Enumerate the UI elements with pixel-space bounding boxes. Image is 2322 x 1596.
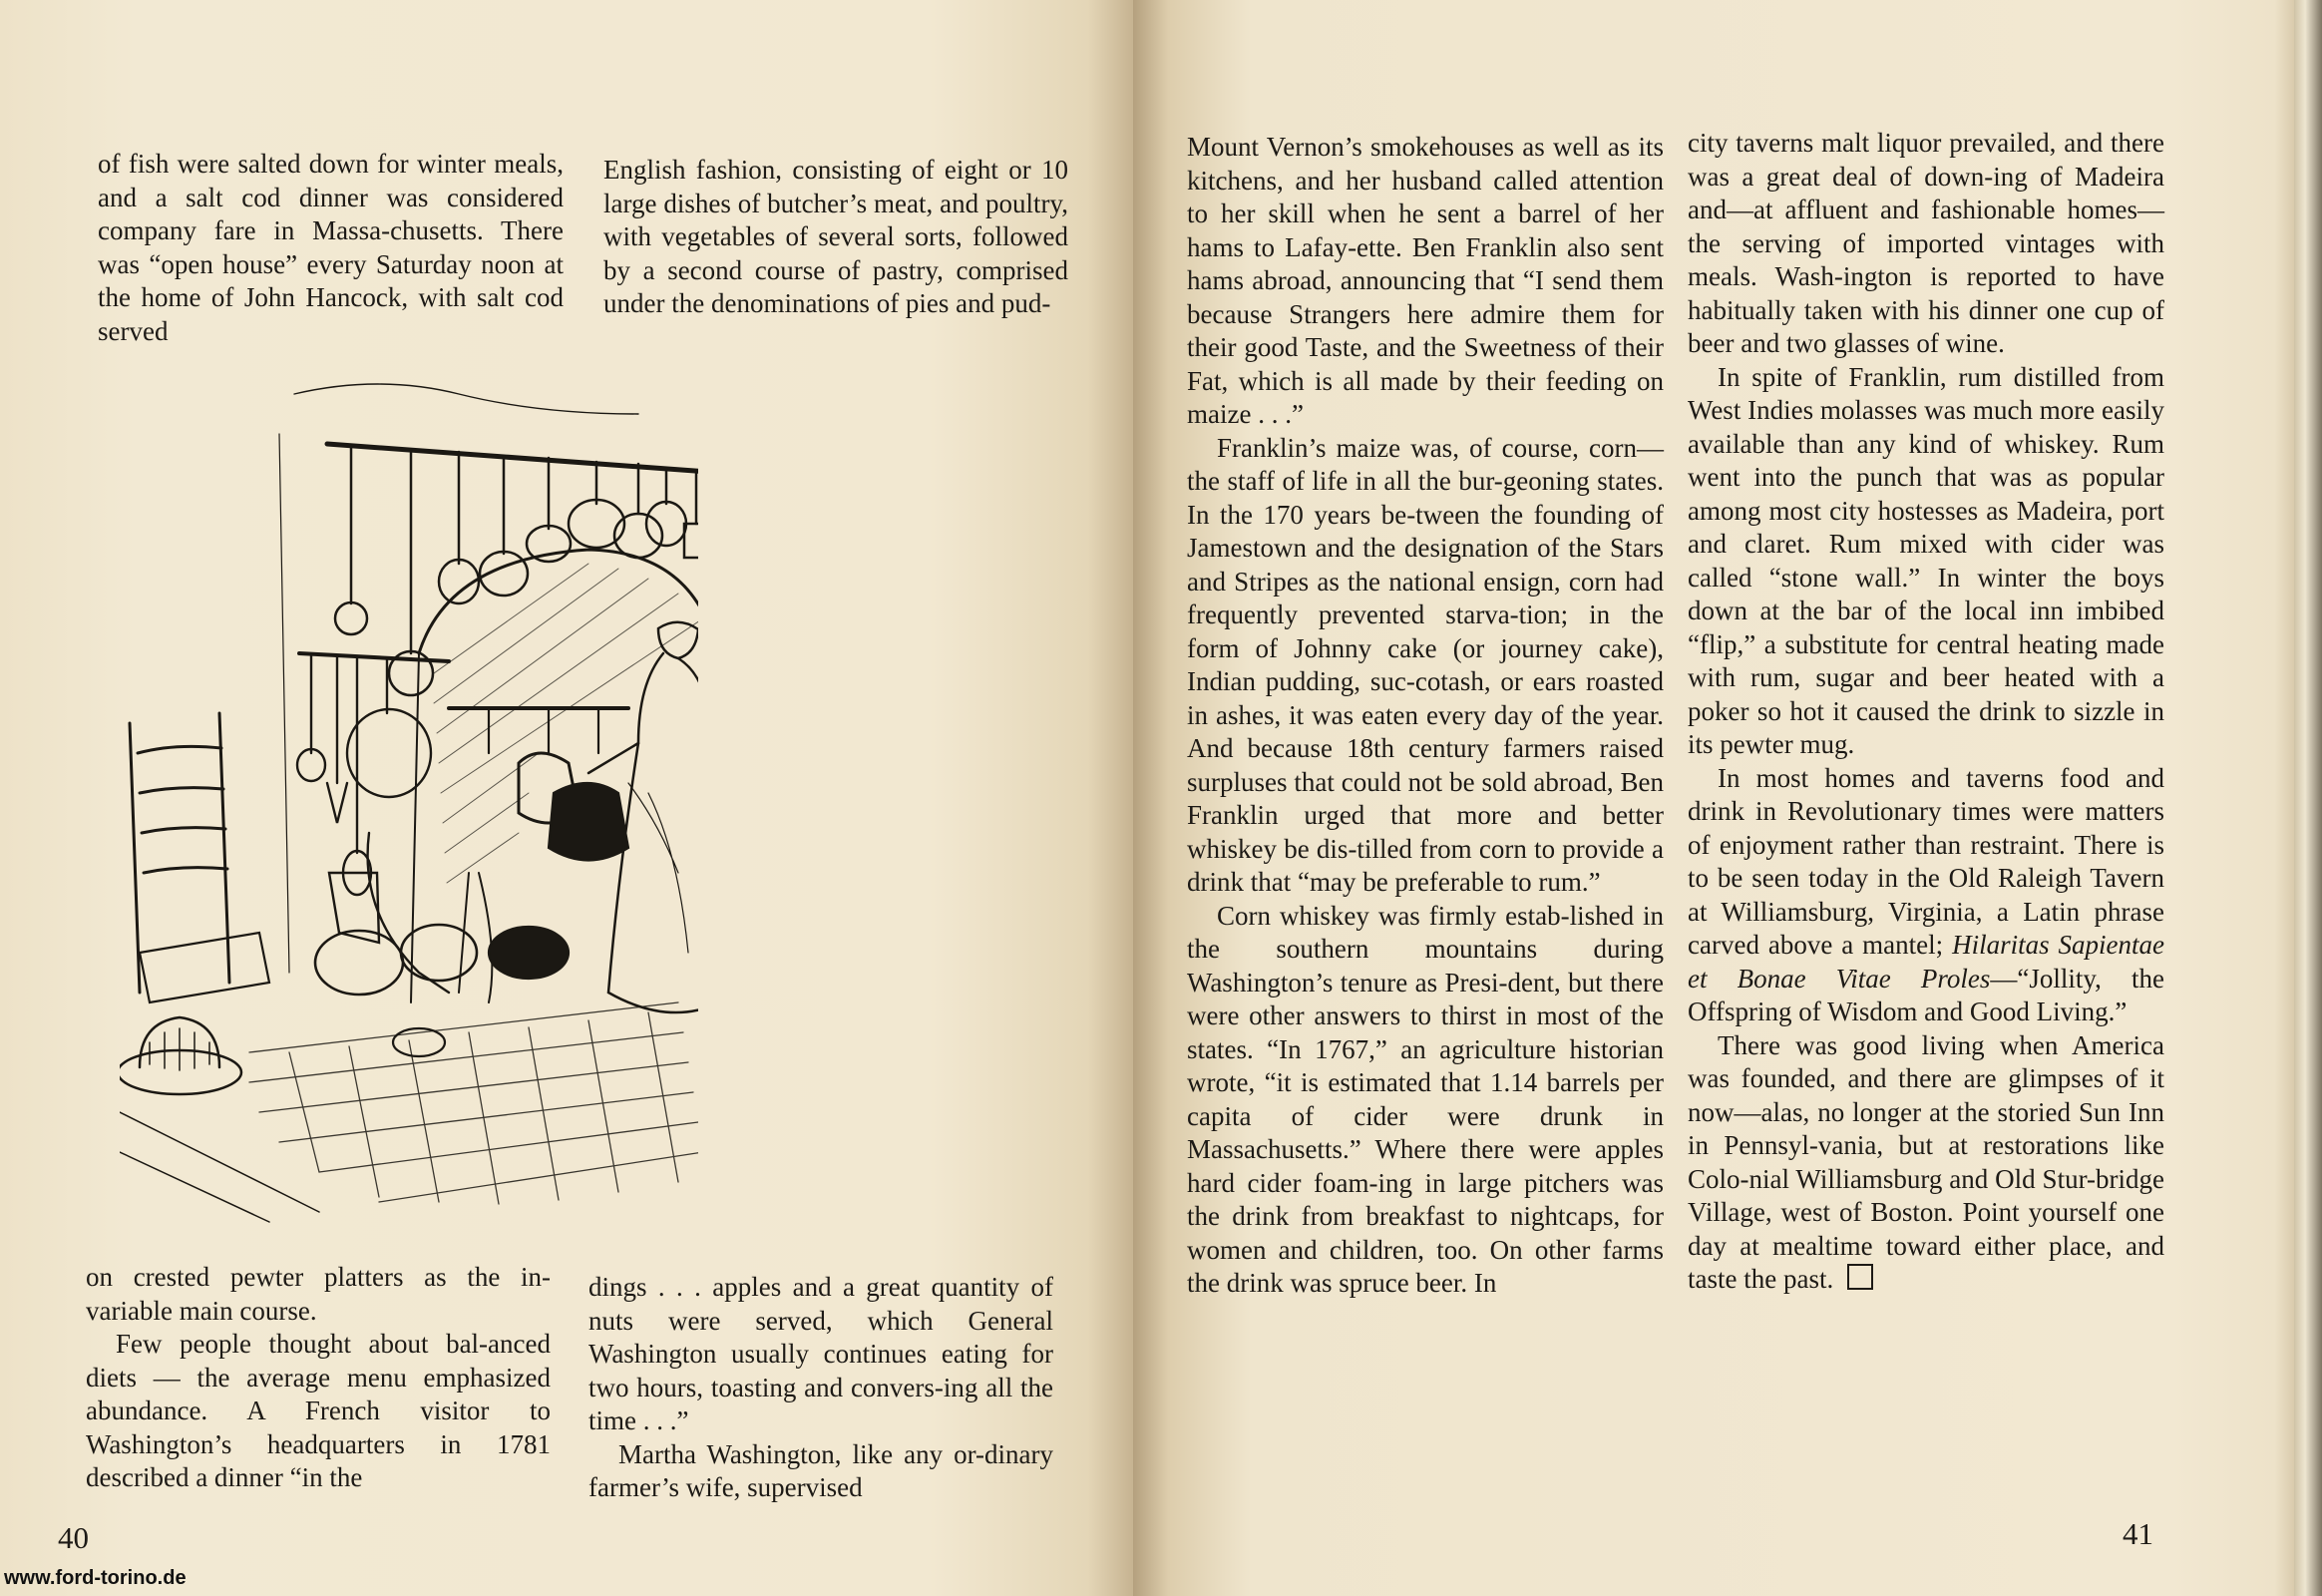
text-run: —“Jollity, the Offspring of Wisdom and Good Living.” (1688, 963, 2164, 1026)
watermark: www.ford-torino.de (4, 1567, 187, 1589)
paragraph: English fashion, consisting of eight or 10 large dishes of butcher’s meat, and poultry, with vegetables of several sorts, followed by a second course of pastry, comprised under the denominations of pies and pud- (603, 155, 1068, 318)
latin-phrase: Hilaritas Sapientae et Bonae Vitae Proles (1688, 930, 2164, 994)
right-column-2 (1688, 127, 2164, 1297)
paragraph: Franklin’s maize was, of course, corn—the staff of life in all the bur-geoning states. In the 170 years be-tween the founding of Jamestown and the designation of the Stars and Stripes as the national ensign, corn had frequently prevented starva-tion; in the form of Johnny cake (or journey cake), Indian pudding, suc-cotash, or ears roasted in ashes, it was eaten every day of the year. And because 18th century farmers raised surpluses that could not be sold abroad, Ben Franklin urged that more and better whiskey be dis-tilled from corn to provide a drink that “may be preferable to rum.” (1187, 432, 1664, 897)
text-run: In most homes and taverns food and drink in Revolutionary times were matters of enjoyment rather than restraint. There is to be seen today in the Old Raleigh Tavern at Williamsburg, Virginia, a Latin phrase carved above a mantel; (1688, 762, 2164, 960)
paragraph (1688, 1029, 2164, 1297)
paragraph: Corn whiskey was firmly estab-lished in the southern mountains during Washington’s tenure as Presi-dent, but there were other answers to thirst in most of the states. “In 1767,” an agriculture historian wrote, “it is estimated that 1.14 barrels per capita of cider were drunk in Massachusetts.” Where there were apples hard cider foam-ing in large pitchers was the drink from breakfast to nightcaps, for women and children, too. On other farms the drink was spruce beer. In (1187, 900, 1664, 1298)
book-edge (2294, 0, 2322, 1596)
left-column-1-bottom (86, 1261, 551, 1495)
left-column-1-top (98, 148, 564, 348)
right-column-1 (1187, 131, 1664, 1301)
paragraph: dings . . . apples and a great quantity of nuts were served, which General Washington usually continues eating for two hours, toasting and convers-ing all the time . . .” (588, 1272, 1053, 1435)
left-column-2-bottom (588, 1271, 1053, 1505)
paragraph: of fish were salted down for winter meals, and a salt cod dinner was considered company fare in Massa-chusetts. There was “open house” every Saturday noon at the home of John Hancock, with salt cod served (98, 149, 564, 346)
page-number: 41 (2123, 1516, 2153, 1551)
text-run: There was good living when America was founded, and there are glimpses of it now—alas, no longer at the storied Sun Inn in Pennsyl-vania, but at restorations like Colo-nial Williamsburg and Old Stur-bridge Village, west of Boston. Point yourself one day at mealtime toward either place, and taste the past. (1688, 1029, 2164, 1294)
paragraph: on crested pewter platters as the in-variable main course. (86, 1262, 551, 1326)
left-column-2-top (603, 154, 1068, 321)
paragraph: city taverns malt liquor prevailed, and there was a great deal of down-ing of Madeira and—at affluent and fashionable homes—the serving of imported vintages with meals. Wash-ington is reported to have habitually taken with his dinner one cup of beer and two glasses of wine. (1688, 128, 2164, 358)
paragraph: Few people thought about bal-anced diets — the average menu emphasized abundance. A French visitor to Washington’s headquarters in 1781 described a dinner “in the (86, 1329, 551, 1492)
paragraph (1688, 762, 2164, 1029)
end-of-article-mark (1847, 1264, 1873, 1290)
left-page (0, 0, 1133, 1596)
paragraph: Martha Washington, like any or-dinary farmer’s wife, supervised (588, 1438, 1053, 1502)
right-page (1133, 0, 2310, 1596)
kitchen-hearth-illustration (120, 354, 698, 1232)
page-number: 40 (58, 1520, 89, 1555)
paragraph: In spite of Franklin, rum distilled from West Indies molasses was much more easily available than any kind of whiskey. Rum went into the punch that was as popular among most city hostesses as Madeira, port and claret. Rum mixed with cider was called “stone wall.” In winter the boys down at the bar of the local inn imbibed “flip,” a substitute for central heating made with rum, sugar and beer heated with a poker so hot it caused the drink to sizzle in its pewter mug. (1688, 361, 2164, 759)
paragraph: Mount Vernon’s smokehouses as well as its kitchens, and her husband called attention to her skill when he sent a barrel of her hams to Lafay-ette. Ben Franklin also sent hams abroad, announcing that “I send them because Strangers here admire them for their good Taste, and the Sweetness of their Fat, which is all made by their feeding on maize . . .” (1187, 132, 1664, 429)
